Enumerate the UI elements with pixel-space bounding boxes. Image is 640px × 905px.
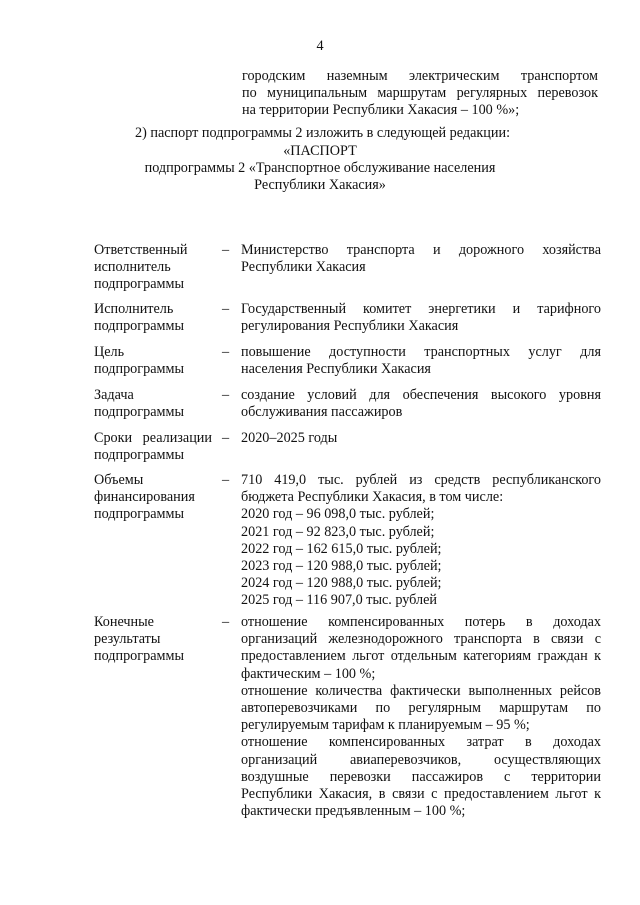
row-label xyxy=(94,344,212,378)
row-value-line: бюджета Республики Хакасия, в том числе: xyxy=(241,489,504,506)
row-dash: – xyxy=(222,387,230,403)
row-label-line: Ответственный xyxy=(94,242,188,258)
row-label-line: подпрограммы xyxy=(94,648,184,665)
row-value-line: воздушные перевозки пассажиров с территории xyxy=(241,768,601,785)
row-value-line: организаций железнодорожного транспорта в связи с xyxy=(241,631,601,648)
row-label-line: Цель xyxy=(94,344,125,360)
item-2-text: 2) паспорт подпрограммы 2 изложить в следующей редакции: xyxy=(135,125,511,141)
row-dash: – xyxy=(222,242,230,258)
passport-subtitle-line2: Республики Хакасия» xyxy=(254,177,386,193)
row-label-line: подпрограммы xyxy=(94,447,184,464)
row-label-line: подпрограммы xyxy=(94,506,184,523)
row-label-line: Задача xyxy=(94,387,134,403)
row-value xyxy=(241,614,601,820)
row-value-line: организаций авиаперевозчиков, осуществляющих xyxy=(241,751,601,768)
row-value-line: фактически предъявленным – 100 %; xyxy=(241,803,466,820)
row-label xyxy=(94,472,212,524)
row-label xyxy=(94,301,212,335)
row-label-line: подпрограммы xyxy=(94,361,184,378)
row-value-line: обслуживания пассажиров xyxy=(241,404,403,421)
page-number: 4 xyxy=(316,38,324,54)
row-value-line: Государственный комитет энергетики и тарифного xyxy=(241,301,601,317)
row-label xyxy=(94,430,212,464)
intro-paragraph xyxy=(242,68,598,120)
row-label-line: Сроки реализации xyxy=(94,430,212,446)
row-value xyxy=(241,387,601,421)
row-value-line: отношение компенсированных потерь в доходах xyxy=(241,614,601,630)
row-value-line: отношение компенсированных затрат в доходах xyxy=(241,734,601,751)
row-label-line: подпрограммы xyxy=(94,276,184,293)
row-value-line: Республики Хакасия, в связи с предоставлением льгот к xyxy=(241,786,601,803)
row-value-line: Республики Хакасия xyxy=(241,259,366,276)
intro-line: городским наземным электрическим транспортом xyxy=(242,68,598,84)
row-label-line: Исполнитель xyxy=(94,301,174,317)
row-value-line: 2020 год – 96 098,0 тыс. рублей; xyxy=(241,506,435,523)
row-dash: – xyxy=(222,472,230,488)
row-label-line: подпрограммы xyxy=(94,318,184,335)
row-value-line: повышение доступности транспортных услуг для xyxy=(241,344,601,360)
row-dash: – xyxy=(222,614,230,630)
intro-line: по муниципальным маршрутам регулярных перевозок xyxy=(242,85,598,102)
intro-line: на территории Республики Хакасия – 100 %»; xyxy=(242,102,520,119)
row-label-line: финансирования xyxy=(94,489,195,506)
passport-subtitle-line1: подпрограммы 2 «Транспортное обслуживание населения xyxy=(144,160,496,176)
row-value-line: 2025 год – 116 907,0 тыс. рублей xyxy=(241,592,438,609)
row-value-line: предоставлением льгот отдельным категориям граждан к xyxy=(241,648,601,665)
row-label-line: Конечные xyxy=(94,614,154,630)
row-value-line: автоперевозчиками по регулярным маршрутам по xyxy=(241,700,601,717)
row-label-line: подпрограммы xyxy=(94,404,184,421)
row-label xyxy=(94,387,212,421)
row-value xyxy=(241,242,601,276)
row-value xyxy=(241,430,601,447)
row-value-line: 710 419,0 тыс. рублей из средств республиканского xyxy=(241,472,601,488)
row-value-line: 2021 год – 92 823,0 тыс. рублей; xyxy=(241,523,435,540)
row-value-line: регулируемым тарифам к планируемым – 95 %; xyxy=(241,717,530,734)
row-value-line: регулирования Республики Хакасия xyxy=(241,318,459,335)
row-value xyxy=(241,344,601,378)
row-label xyxy=(94,614,212,666)
row-value xyxy=(241,301,601,335)
row-value-line: населения Республики Хакасия xyxy=(241,361,431,378)
row-label xyxy=(94,242,212,294)
row-value-line: фактическим – 100 %; xyxy=(241,665,376,682)
row-dash: – xyxy=(222,344,230,360)
row-value-line: 2024 год – 120 988,0 тыс. рублей; xyxy=(241,575,442,592)
row-label-line: исполнитель xyxy=(94,259,171,276)
row-value-line: 2023 год – 120 988,0 тыс. рублей; xyxy=(241,558,442,575)
row-value-line: отношение количества фактически выполненных рейсов xyxy=(241,682,601,699)
row-value-line: создание условий для обеспечения высокого уровня xyxy=(241,387,601,403)
row-label-line: результаты xyxy=(94,631,161,648)
passport-heading: «ПАСПОРТ xyxy=(283,143,357,159)
row-value xyxy=(241,472,601,610)
row-value-line: 2020–2025 годы xyxy=(241,430,338,446)
row-dash: – xyxy=(222,301,230,317)
row-value-line: 2022 год – 162 615,0 тыс. рублей; xyxy=(241,540,442,557)
row-label-line: Объемы xyxy=(94,472,144,488)
row-dash: – xyxy=(222,430,230,446)
row-value-line: Министерство транспорта и дорожного хозяйства xyxy=(241,242,601,258)
